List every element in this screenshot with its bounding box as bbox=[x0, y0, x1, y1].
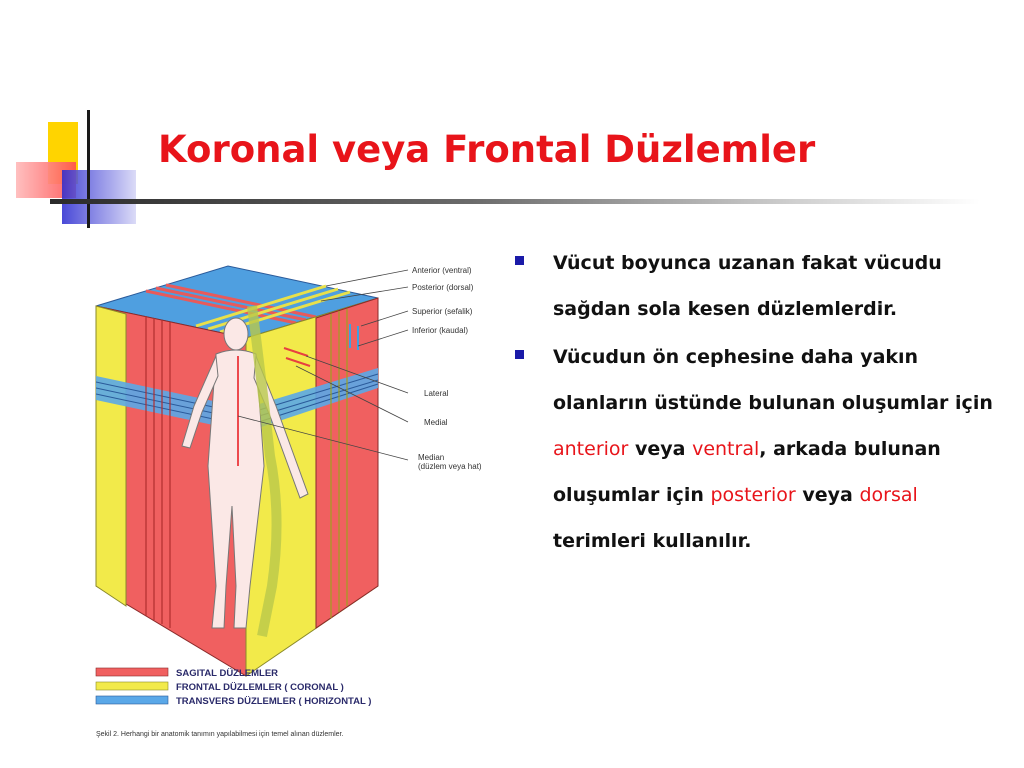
bullet-list bbox=[515, 240, 995, 564]
bullet-item-1 bbox=[515, 240, 995, 332]
term-dorsal: dorsal bbox=[859, 484, 918, 506]
bullet-text-2-part3: , arkada bulunan oluşumlar için bbox=[553, 438, 941, 506]
term-posterior: posterior bbox=[710, 484, 796, 506]
legend-swatch-frontal bbox=[96, 682, 168, 690]
bullet-text-2-part5: terimleri kullanılır. bbox=[553, 530, 752, 552]
bullet-text-2-part2: veya bbox=[628, 438, 693, 460]
label-superior: Superior (sefalik) bbox=[412, 307, 473, 316]
term-ventral: ventral bbox=[692, 438, 760, 460]
legend-transvers: TRANSVERS DÜZLEMLER ( HORIZONTAL ) bbox=[176, 696, 372, 707]
bullet-text-2-part1: Vücudun ön cephesine daha yakın olanların üstünde bulunan oluşumlar için bbox=[553, 346, 993, 414]
label-medial: Medial bbox=[424, 418, 448, 427]
anatomical-planes-figure bbox=[86, 256, 506, 746]
bullet-text-2-part4: veya bbox=[795, 484, 860, 506]
label-lateral: Lateral bbox=[424, 389, 449, 398]
label-inferior: Inferior (kaudal) bbox=[412, 326, 469, 335]
label-median-sub: (düzlem veya hat) bbox=[418, 462, 482, 471]
bullet-square-icon bbox=[515, 350, 524, 359]
label-median: Median bbox=[418, 453, 445, 462]
bullet-item-2 bbox=[515, 334, 995, 564]
legend-swatch-transvers bbox=[96, 696, 168, 704]
slide-title: Koronal veya Frontal Düzlemler bbox=[158, 128, 816, 171]
figure-caption: Şekil 2. Herhangi bir anatomik tanımın yapılabilmesi için temel alınan düzlemler. bbox=[96, 731, 344, 738]
term-anterior: anterior bbox=[553, 438, 629, 460]
label-anterior: Anterior (ventral) bbox=[412, 266, 472, 275]
title-underline bbox=[50, 199, 980, 204]
legend-sagital: SAGITAL DÜZLEMLER bbox=[176, 668, 279, 679]
legend-frontal: FRONTAL DÜZLEMLER ( CORONAL ) bbox=[176, 682, 344, 693]
legend-swatch-sagital bbox=[96, 668, 168, 676]
slide-logo bbox=[0, 0, 160, 240]
bullet-square-icon bbox=[515, 256, 524, 265]
bullet-text-1: Vücut boyunca uzanan fakat vücudu sağdan sola kesen düzlemlerdir. bbox=[553, 252, 942, 320]
label-posterior: Posterior (dorsal) bbox=[412, 283, 474, 292]
